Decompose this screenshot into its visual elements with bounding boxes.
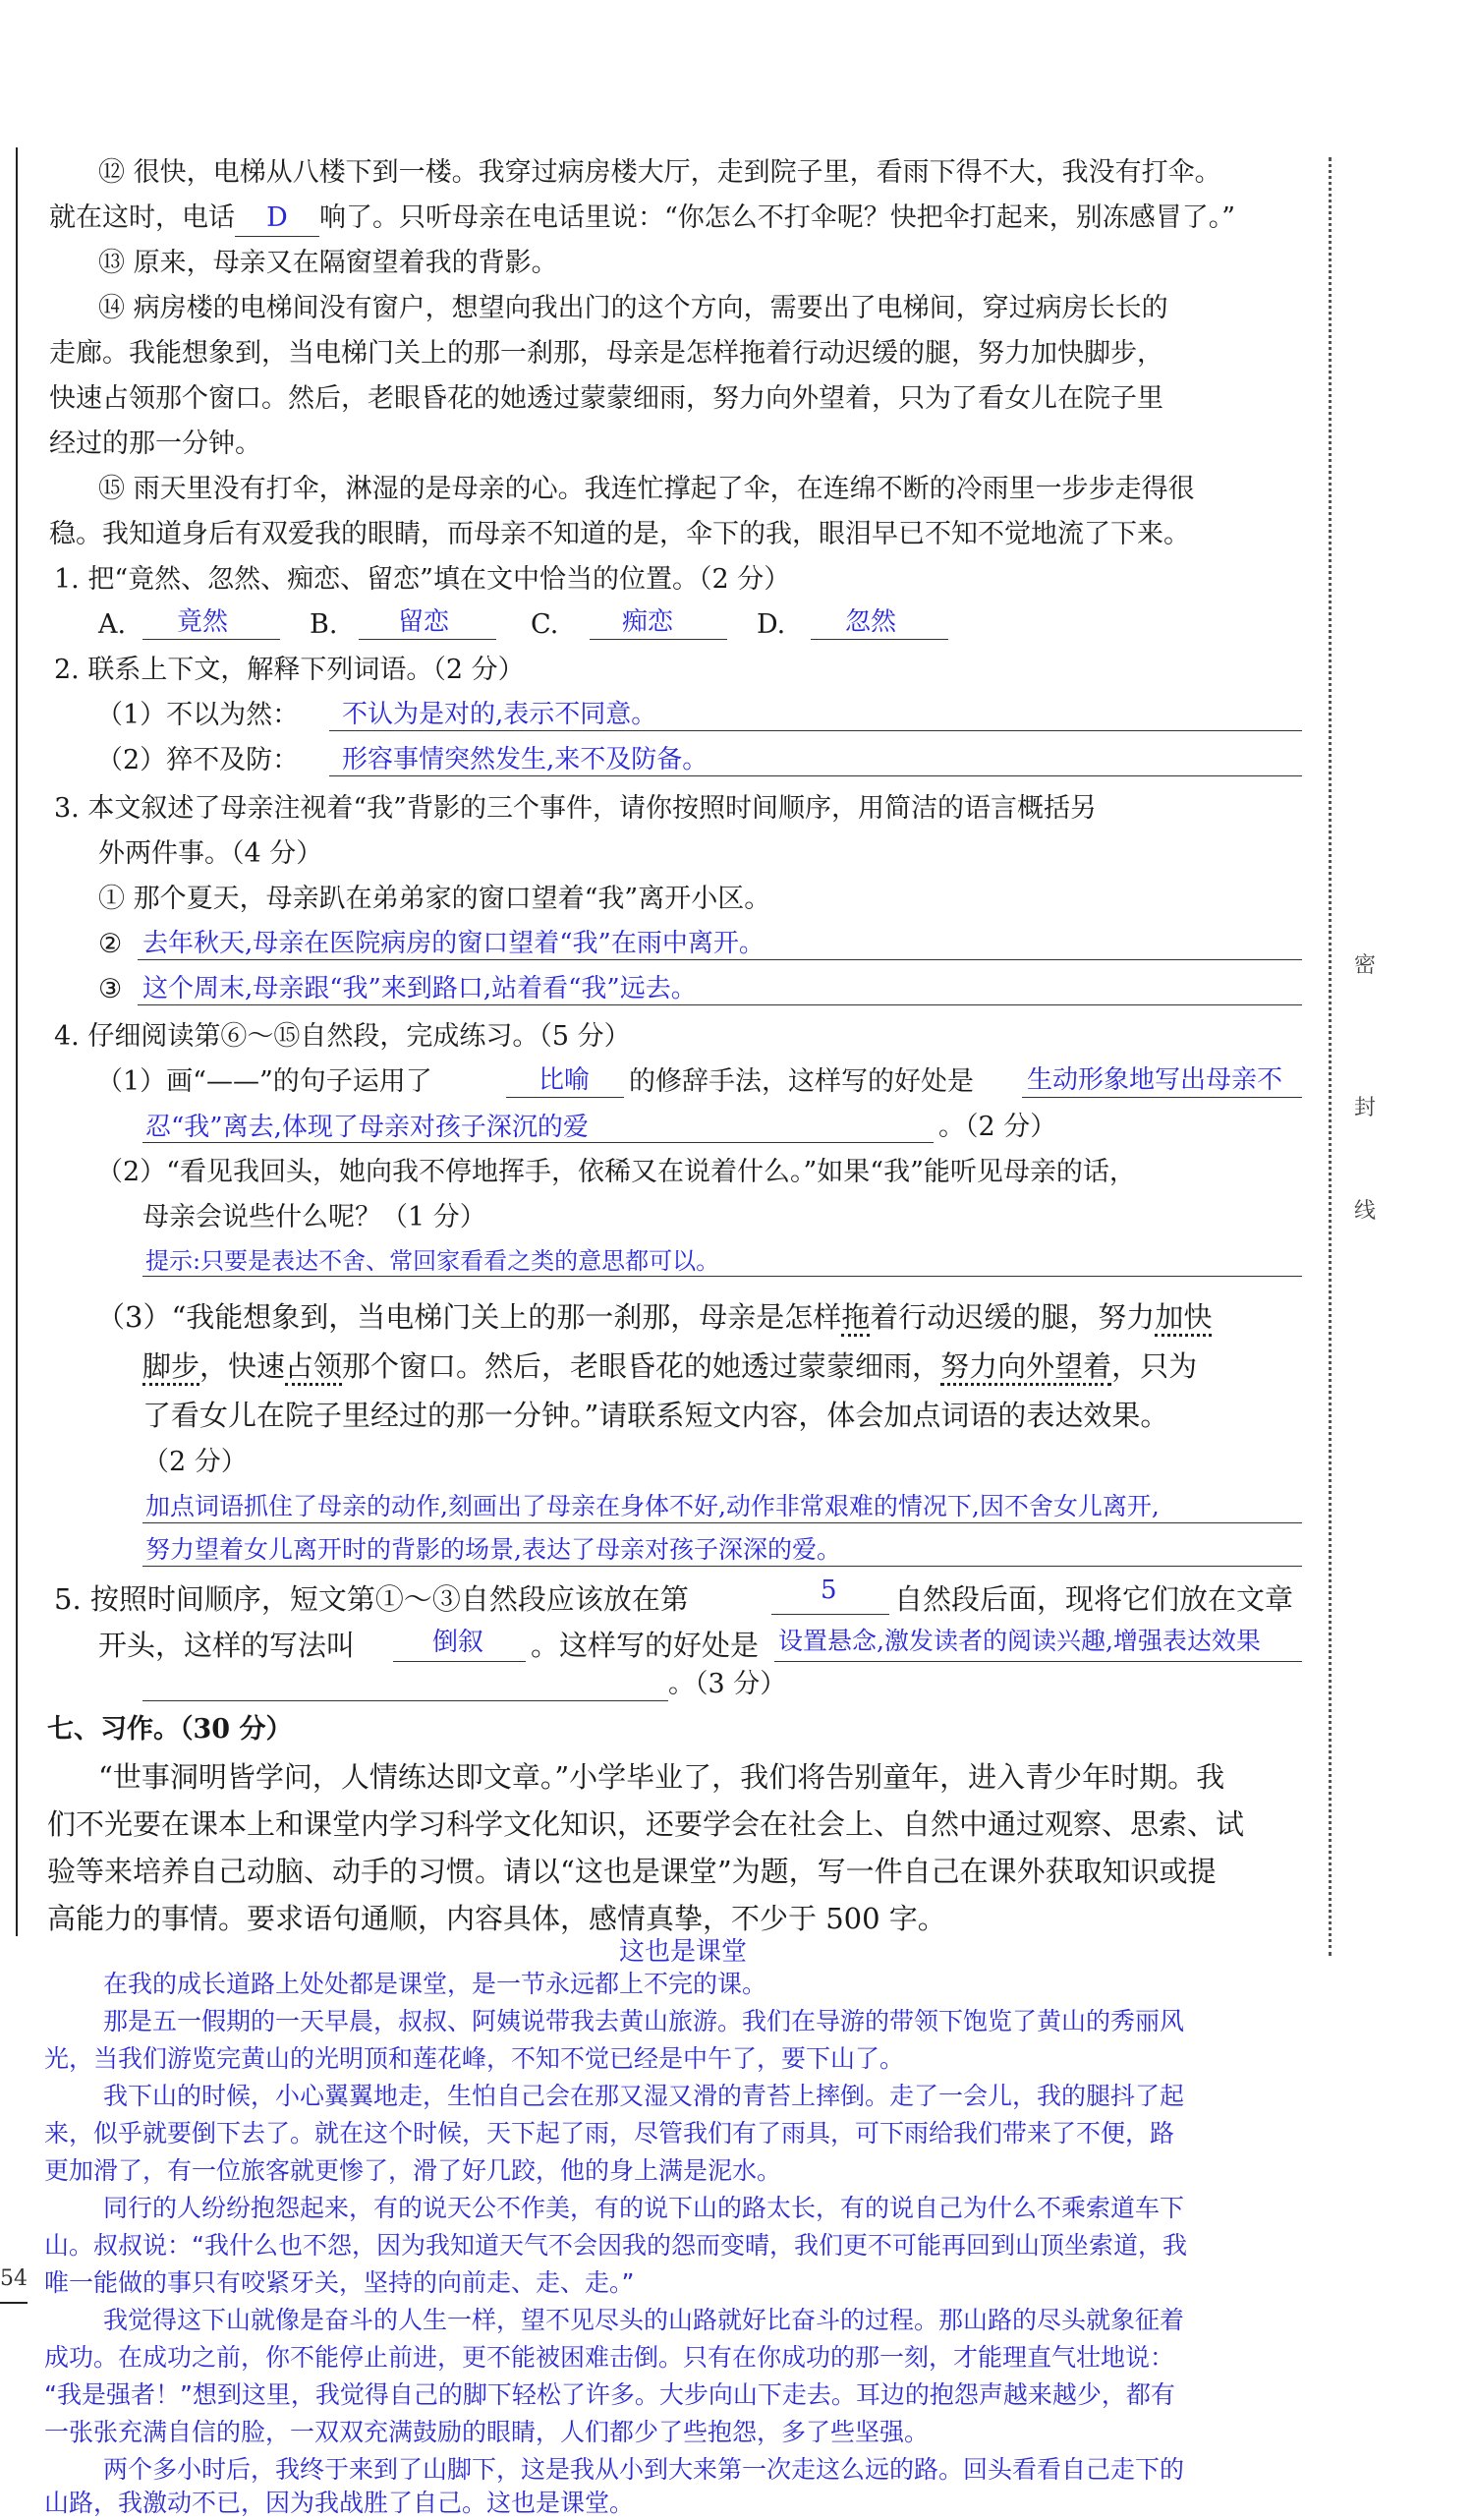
- q2-item2-line: [329, 775, 1302, 776]
- essay-line: 山。叔叔说：“我什么也不怨，因为我知道天气不会因我的怨而变晴，我们更不可能再回到山顶坐索道，我: [44, 2231, 1187, 2260]
- seal-char-feng: 封: [1354, 1096, 1377, 1120]
- q4-s3-line1: （3）“我能想象到，当电梯门关上的那一刹那，母亲是怎样拖着行动迟缓的腿，努力加快: [96, 1297, 1374, 1337]
- q3-stem-line2: 外两件事。（4 分）: [98, 838, 323, 869]
- q5-line1-post: 自然段后面，现将它们放在文章: [894, 1582, 1294, 1616]
- q1-blank-b-line: [359, 639, 496, 640]
- essay-line: 在我的成长道路上处处都是课堂，是一节永远都上不完的课。: [103, 1970, 767, 1998]
- q4-s1-line2: [142, 1142, 934, 1143]
- q4-s1-score: 。（2 分）: [938, 1112, 1057, 1142]
- q4-s3-line2: 脚步，快速占领那个窗口。然后，老眼昏花的她透过蒙蒙细雨，努力向外望着，只为: [142, 1346, 1420, 1386]
- q4-s1-blank-line: [506, 1097, 624, 1098]
- seal-char-xian: 线: [1354, 1199, 1377, 1224]
- q5-answer-line1: [774, 1661, 1302, 1662]
- paragraph-14-line3: 快速占领那个窗口。然后，老眼昏花的她透过蒙蒙细雨，努力向外望着，只为了看女儿在院子里: [49, 383, 1163, 414]
- q4-s3-answer1: 加点词语抓住了母亲的动作,刻画出了母亲在身体不好,动作非常艰难的情况下,因不舍女儿离开,: [145, 1492, 1160, 1520]
- essay-title: 这也是课堂: [619, 1937, 748, 1967]
- q2-item2-label: （2）猝不及防：: [96, 745, 300, 775]
- margin-tick: [0, 2302, 28, 2304]
- q3-event2-num: ②: [98, 929, 123, 959]
- q5-answer: 设置悬念,激发读者的阅读兴趣,增强表达效果: [778, 1627, 1261, 1655]
- essay-line: 来，似乎就要倒下去了。就在这个时候，天下起了雨，尽管我们有了雨具，可下雨给我们带来了不便，路: [44, 2119, 1175, 2148]
- q3-event3-answer: 这个周末,母亲跟“我”来到路口,站着看“我”远去。: [142, 974, 697, 1003]
- q5-answer-line2: [142, 1700, 668, 1701]
- q4-s1-blank: 比喻: [539, 1065, 591, 1095]
- blank-phone-answer: D: [235, 200, 319, 237]
- q3-event2-answer: 去年秋天,母亲在医院病房的窗口望着“我”在雨中离开。: [142, 929, 765, 958]
- q4-s1-mid: 的修辞手法，这样写的好处是: [629, 1066, 974, 1097]
- seal-char-mi: 密: [1354, 953, 1377, 978]
- q4-s3-line4: （2 分）: [142, 1447, 248, 1477]
- q4-s1-answer1: 生动形象地写出母亲不: [1027, 1065, 1283, 1095]
- q1-label-d: D.: [757, 609, 786, 640]
- left-margin-rule: [16, 147, 18, 1936]
- page-number: 54: [0, 2266, 28, 2291]
- section7-prompt-line4: 高能力的事情。要求语句通顺，内容具体，感情真挚，不少于 500 字。: [47, 1902, 946, 1935]
- essay-line: 一张张充满自信的脸，一双双充满鼓励的眼睛，人们都少了些抱怨，多了些坚强。: [44, 2418, 930, 2446]
- q5-blank2-line: [393, 1661, 526, 1662]
- essay-line: 唯一能做的事只有咬紧牙关，坚持的向前走、走、走。”: [44, 2268, 635, 2297]
- essay-line: 那是五一假期的一天早晨，叔叔、阿姨说带我去黄山旅游。我们在导游的带领下饱览了黄山的秀丽风: [103, 2007, 1185, 2035]
- section7-prompt-line1: “世事洞明皆学问，人情练达即文章。”小学毕业了，我们将告别童年，进入青少年时期。我: [98, 1760, 1225, 1794]
- paragraph-12-line1: ⑫ 很快，电梯从八楼下到一楼。我穿过病房楼大厅，走到院子里，看雨下得不大，我没有打伞。: [98, 157, 1221, 188]
- essay-line: 更加滑了，有一位旅客就更惨了，滑了好几跤，他的身上满是泥水。: [44, 2156, 782, 2185]
- q4-s2-line1: （2）“看见我回头，她向我不停地挥手，依稀又在说着什么。”如果“我”能听见母亲的话，: [96, 1157, 1136, 1187]
- q1-answer-d: 忽然: [845, 607, 897, 637]
- section7-prompt-line2: 们不光要在课本上和课堂内学习科学文化知识，还要学会在社会上、自然中通过观察、思索、试: [47, 1807, 1245, 1841]
- q4-s1-line1: [1022, 1097, 1302, 1098]
- q1-blank-d-line: [811, 639, 948, 640]
- paragraph-12-line2: 就在这时，电话 D 响了。只听母亲在电话里说：“你怎么不打伞呢？快把伞打起来，别冻感冒了。”: [49, 200, 1327, 237]
- seal-line-dotted: [1329, 157, 1332, 1956]
- q3-event1: ① 那个夏天，母亲趴在弟弟家的窗口望着“我”离开小区。: [98, 884, 771, 914]
- paragraph-14-line4: 经过的那一分钟。: [49, 429, 261, 459]
- essay-line: 成功。在成功之前，你不能停止前进，更不能被困难击倒。只有在你成功的那一刻，才能理直气壮地说：: [44, 2343, 1175, 2372]
- q4-s2-answer: 提示:只要是表达不舍、常回家看看之类的意思都可以。: [145, 1247, 720, 1275]
- q1-blank-c-line: [590, 639, 727, 640]
- q2-item1-label: （1）不以为然：: [96, 700, 300, 730]
- q4-s1-pre: （1）画“——”的句子运用了: [96, 1066, 432, 1097]
- q1-answer-c: 痴恋: [622, 607, 674, 637]
- essay-line: 同行的人纷纷抱怨起来，有的说天公不作美，有的说下山的路太长，有的说自己为什么不乘索道车下: [103, 2194, 1185, 2222]
- q5-line2-pre: 开头，这样的写法叫: [98, 1629, 356, 1662]
- q2-item1-line: [329, 730, 1302, 731]
- q5-line1-pre: 5. 按照时间顺序，短文第①～③自然段应该放在第: [54, 1582, 689, 1616]
- q1-stem: 1. 把“竟然、忽然、痴恋、留恋”填在文中恰当的位置。（2 分）: [54, 564, 791, 595]
- q4-s3-line-b: [142, 1566, 1302, 1567]
- q1-answer-a: 竟然: [177, 607, 229, 637]
- essay-line: 光，当我们游览完黄山的光明顶和莲花峰，不知不觉已经是中午了，要下山了。: [44, 2044, 905, 2073]
- paragraph-14-line1: ⑭ 病房楼的电梯间没有窗户，想望向我出门的这个方向，需要出了电梯间，穿过病房长长的: [98, 293, 1168, 323]
- q3-event2-line: [138, 959, 1302, 960]
- q4-s2-line2: 母亲会说些什么呢？（1 分）: [142, 1202, 486, 1232]
- q5-score: 。（3 分）: [668, 1669, 787, 1699]
- q5-blank1: 5: [821, 1575, 837, 1605]
- q4-s2-line: [142, 1276, 1302, 1277]
- q3-event3-num: ③: [98, 974, 123, 1004]
- paragraph-15-line2: 稳。我知道身后有双爱我的眼睛，而母亲不知道的是，伞下的我，眼泪早已不知不觉地流了下来。: [49, 519, 1190, 549]
- q3-stem-line1: 3. 本文叙述了母亲注视着“我”背影的三个事件，请你按照时间顺序，用简洁的语言概括另: [54, 793, 1097, 824]
- q5-blank1-line: [771, 1614, 889, 1615]
- q2-item1-answer: 不认为是对的,表示不同意。: [342, 700, 657, 729]
- paragraph-14-line2: 走廊。我能想象到，当电梯门关上的那一刹那，母亲是怎样拖着行动迟缓的腿，努力加快脚步，: [49, 338, 1163, 369]
- q5-line2-mid: 。这样写的好处是: [531, 1629, 760, 1662]
- q2-stem: 2. 联系上下文，解释下列词语。（2 分）: [54, 655, 525, 685]
- q4-s3-answer2: 努力望着女儿离开时的背影的场景,表达了母亲对孩子深深的爱。: [145, 1535, 841, 1564]
- q4-s3-line-a: [142, 1522, 1302, 1523]
- essay-line: 我下山的时候，小心翼翼地走，生怕自己会在那又湿又滑的青苔上摔倒。走了一会儿，我的腿抖了起: [103, 2082, 1185, 2110]
- essay-line: 两个多小时后，我终于来到了山脚下，这是我从小到大来第一次走这么远的路。回头看看自己走下的: [103, 2455, 1185, 2484]
- paragraph-13: ⑬ 原来，母亲又在隔窗望着我的背影。: [98, 248, 558, 278]
- q1-label-b: B.: [310, 609, 338, 640]
- q1-label-c: C.: [531, 609, 559, 640]
- section7-heading: 七、习作。（30 分）: [47, 1714, 293, 1745]
- q4-s1-answer2: 忍“我”离去,体现了母亲对孩子深沉的爱: [145, 1113, 589, 1142]
- q3-event3-line: [138, 1004, 1302, 1005]
- q2-item2-answer: 形容事情突然发生,来不及防备。: [342, 745, 709, 774]
- q1-answer-b: 留恋: [398, 607, 450, 637]
- q4-s3-line3: 了看女儿在院子里经过的那一分钟。”请联系短文内容，体会加点词语的表达效果。: [142, 1399, 1169, 1432]
- essay-line: 我觉得这下山就像是奋斗的人生一样，望不见尽头的山路就好比奋斗的过程。那山路的尽头就象征着: [103, 2306, 1185, 2334]
- q1-blank-a-line: [142, 639, 280, 640]
- essay-line: 山路，我激动不已，因为我战胜了自己。这也是课堂。: [44, 2489, 635, 2517]
- q4-stem: 4. 仔细阅读第⑥～⑮自然段，完成练习。（5 分）: [54, 1021, 631, 1052]
- essay-line: “我是强者！”想到这里，我觉得自己的脚下轻松了许多。大步向山下走去。耳边的抱怨声越来越少，都有: [44, 2380, 1175, 2409]
- q5-blank2: 倒叙: [432, 1628, 484, 1657]
- paragraph-15-line1: ⑮ 雨天里没有打伞，淋湿的是母亲的心。我连忙撑起了伞，在连绵不断的冷雨里一步步走得很: [98, 474, 1195, 504]
- q1-label-a: A.: [98, 609, 127, 640]
- section7-prompt-line3: 验等来培养自己动脑、动手的习惯。请以“这也是课堂”为题，写一件自己在课外获取知识或提: [47, 1855, 1217, 1888]
